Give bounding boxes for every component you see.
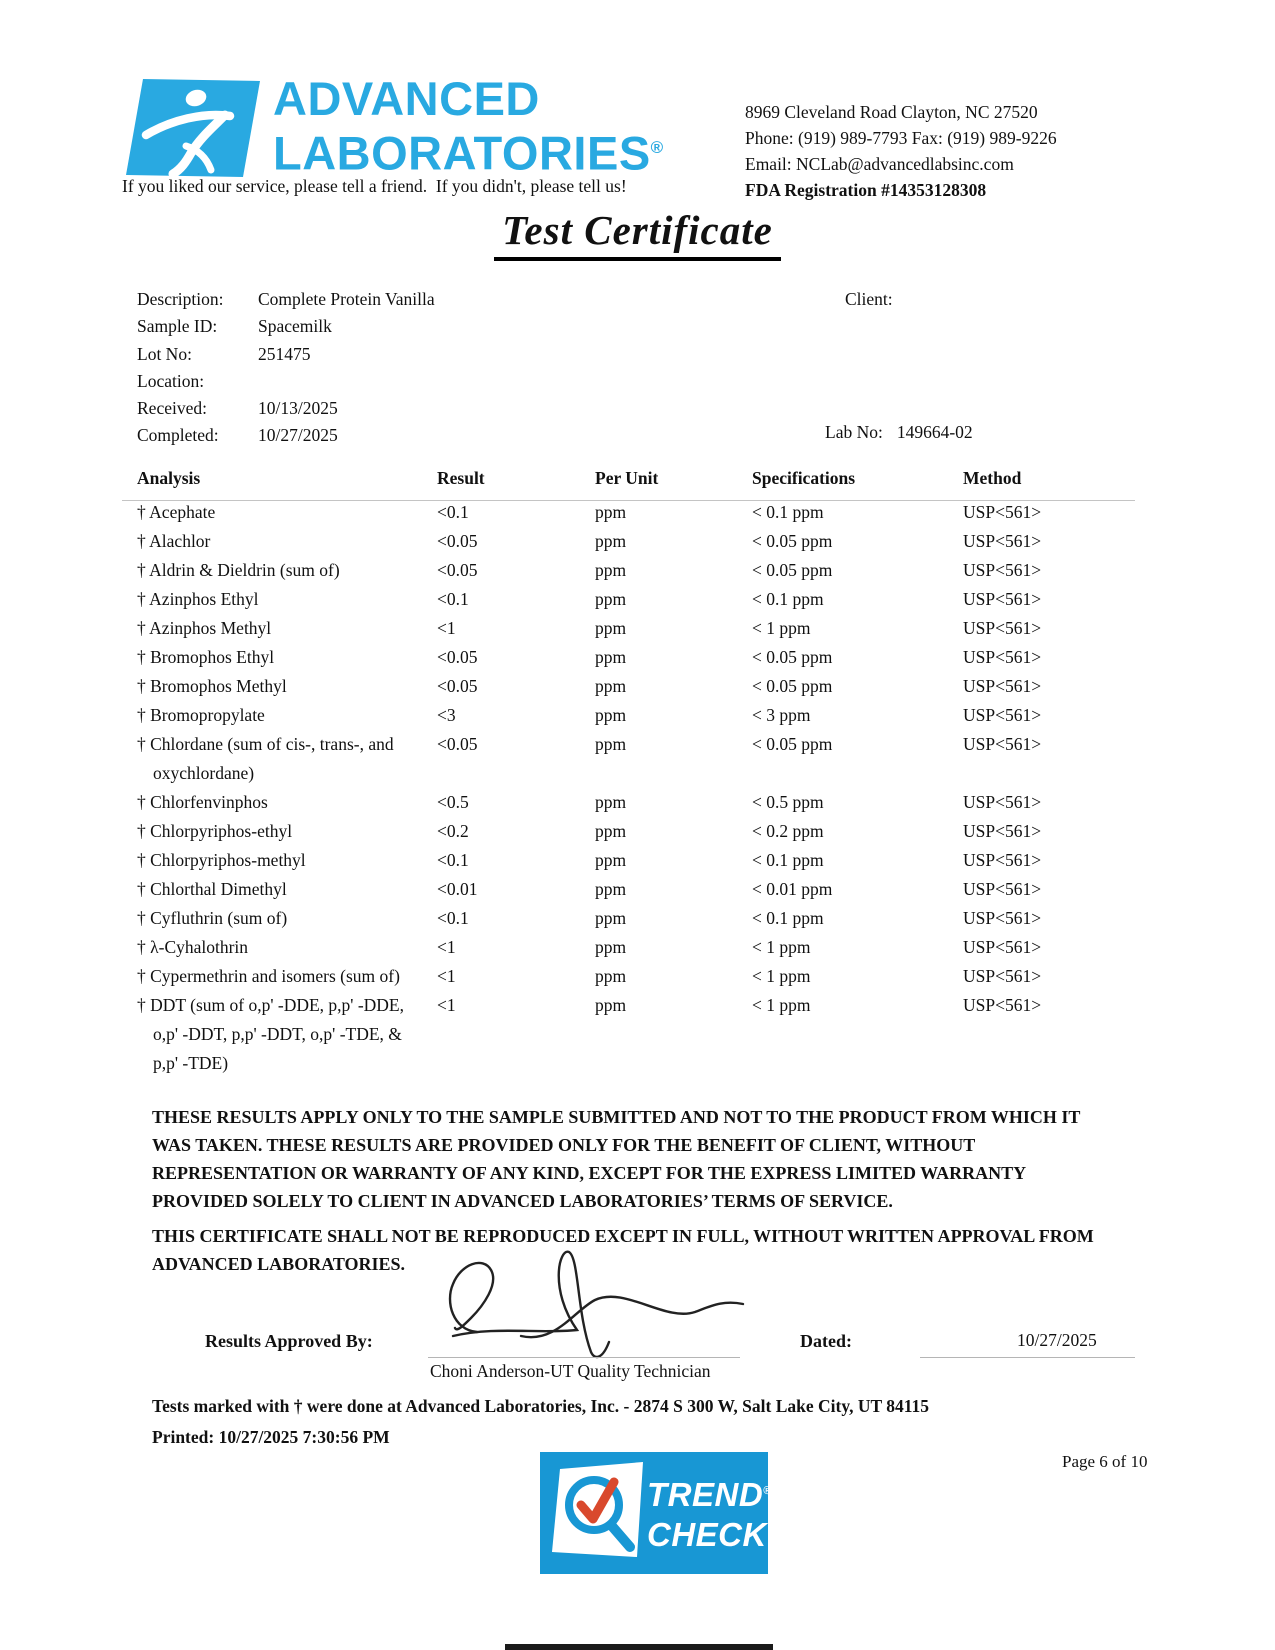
- cell-method: USP<561>: [963, 908, 1042, 928]
- table-row: [137, 527, 1242, 556]
- table-row: [137, 817, 1242, 846]
- cell-analysis: † Bromophos Ethyl: [137, 647, 275, 667]
- sample-info-row: [137, 368, 435, 395]
- cell-analysis: † λ-Cyhalothrin: [137, 937, 249, 957]
- client-label: Client:: [845, 289, 893, 309]
- brand-wordmark: [273, 74, 663, 178]
- page-title: Test Certificate: [494, 206, 781, 261]
- cell-result: <0.1: [437, 850, 469, 870]
- cell-specification: < 0.1 ppm: [752, 850, 824, 870]
- sample-info-block: [137, 286, 435, 450]
- lab-contact-block: [745, 99, 1057, 203]
- table-row: [137, 672, 1242, 701]
- cell-specification: < 0.05 ppm: [752, 647, 833, 667]
- registered-trademark: ®: [650, 138, 664, 157]
- date-line: [920, 1357, 1135, 1358]
- table-row: [137, 643, 1242, 672]
- cell-result: <0.01: [437, 879, 478, 899]
- cell-per-unit: ppm: [595, 647, 627, 667]
- table-row: [137, 875, 1242, 904]
- sample-info-label: Received:: [137, 398, 207, 419]
- cell-method: USP<561>: [963, 531, 1042, 551]
- cell-specification: < 1 ppm: [752, 618, 811, 638]
- cell-per-unit: ppm: [595, 821, 627, 841]
- trend-word: [647, 1471, 772, 1515]
- advanced-labs-logo-icon: [126, 78, 261, 178]
- cell-result: <0.1: [437, 502, 469, 522]
- cell-analysis: † Aldrin & Dieldrin (sum of): [137, 560, 340, 580]
- cell-per-unit: ppm: [595, 705, 627, 725]
- cell-per-unit: ppm: [595, 502, 627, 522]
- cell-specification: < 1 ppm: [752, 995, 811, 1015]
- fda-registration: FDA Registration #14353128308: [745, 180, 987, 200]
- cell-analysis: † Chlorthal Dimethyl: [137, 879, 287, 899]
- sample-info-value: Spacemilk: [258, 316, 332, 337]
- cell-method: USP<561>: [963, 821, 1042, 841]
- table-row: [137, 933, 1242, 962]
- col-header-analysis: Analysis: [137, 468, 201, 488]
- cell-per-unit: ppm: [595, 618, 627, 638]
- table-row: [137, 991, 1242, 1078]
- cell-specification: < 1 ppm: [752, 937, 811, 957]
- cell-result: <1: [437, 618, 456, 638]
- check-word: CHECK: [647, 1516, 767, 1553]
- dated-value: 10/27/2025: [1017, 1330, 1097, 1350]
- col-header-method: Method: [963, 468, 1022, 488]
- signature-icon: [425, 1240, 760, 1365]
- cell-specification: < 0.01 ppm: [752, 879, 833, 899]
- cell-analysis: † Azinphos Methyl: [137, 618, 272, 638]
- cell-method: USP<561>: [963, 618, 1042, 638]
- cell-method: USP<561>: [963, 734, 1042, 754]
- trend-check-logo: [540, 1452, 772, 1574]
- cell-result: <0.05: [437, 647, 478, 667]
- cell-method: USP<561>: [963, 589, 1042, 609]
- cell-analysis: † Alachlor: [137, 531, 211, 551]
- dated-label: Dated:: [800, 1331, 852, 1351]
- cell-result: <1: [437, 966, 456, 986]
- printed-timestamp: Printed: 10/27/2025 7:30:56 PM: [152, 1427, 390, 1447]
- cell-result: <0.5: [437, 792, 469, 812]
- sample-info-row: [137, 341, 435, 368]
- table-row: [137, 614, 1242, 643]
- cell-method: USP<561>: [963, 792, 1042, 812]
- disclaimer-paragraph-1: THESE RESULTS APPLY ONLY TO THE SAMPLE SUBMITTED AND NOT TO THE PRODUCT FROM WHICH IT WAS TAKEN. THESE RESULTS ARE PROVIDED ONLY FOR THE BENEFIT OF CLIENT, WITHOUT REPRESENTATION OR WARRANTY OF ANY KIND, EXCEPT FOR THE EXPRESS LIMITED WARRANTY PROVIDED SOLELY TO CLIENT IN ADVANCED LABORATORIES’ TERMS OF SERVICE.: [152, 1107, 1081, 1211]
- cell-per-unit: ppm: [595, 995, 627, 1015]
- sample-info-label: Lot No:: [137, 343, 192, 364]
- cell-per-unit: ppm: [595, 734, 627, 754]
- cell-method: USP<561>: [963, 966, 1042, 986]
- cell-per-unit: ppm: [595, 531, 627, 551]
- cell-analysis: † Chlordane (sum of cis-, trans-, and oxychlordane): [137, 734, 394, 783]
- cell-analysis: † DDT (sum of o,p' -DDE, p,p' -DDE, o,p' -DDT, p,p' -DDT, o,p' -TDE, & p,p' -TDE): [137, 995, 404, 1073]
- lab-no-label: Lab No:: [825, 422, 883, 442]
- cell-result: <0.05: [437, 734, 478, 754]
- brand-line-1: ADVANCED: [273, 72, 540, 125]
- cell-specification: < 0.1 ppm: [752, 908, 824, 928]
- cell-analysis: † Azinphos Ethyl: [137, 589, 259, 609]
- cell-analysis: † Bromophos Methyl: [137, 676, 287, 696]
- cell-analysis: † Cypermethrin and isomers (sum of): [137, 966, 400, 986]
- brand-line-2: [273, 123, 663, 178]
- cell-specification: < 0.05 ppm: [752, 676, 833, 696]
- signer-name: Choni Anderson-UT Quality Technician: [430, 1361, 711, 1381]
- sample-info-row: [137, 313, 435, 340]
- cell-per-unit: ppm: [595, 966, 627, 986]
- cell-method: USP<561>: [963, 502, 1042, 522]
- table-row: [137, 701, 1242, 730]
- cell-analysis: † Chlorpyriphos-ethyl: [137, 821, 293, 841]
- results-table-body: [137, 498, 1242, 1078]
- cell-specification: < 0.05 ppm: [752, 531, 833, 551]
- table-row: [137, 904, 1242, 933]
- cell-analysis: † Chlorfenvinphos: [137, 792, 268, 812]
- table-row: [137, 585, 1242, 614]
- table-row: [137, 846, 1242, 875]
- table-row: [137, 498, 1242, 527]
- col-header-specifications: Specifications: [752, 468, 856, 488]
- cell-analysis: † Chlorpyriphos-methyl: [137, 850, 306, 870]
- disclaimer-paragraph-2: THIS CERTIFICATE SHALL NOT BE REPRODUCED EXCEPT IN FULL, WITHOUT WRITTEN APPROVAL FROM ADVANCED LABORATORIES.: [152, 1226, 1094, 1274]
- cell-method: USP<561>: [963, 676, 1042, 696]
- cell-specification: < 1 ppm: [752, 966, 811, 986]
- cell-per-unit: ppm: [595, 676, 627, 696]
- dagger-footnote: Tests marked with † were done at Advanced Laboratories, Inc. - 2874 S 300 W, Salt Lake City, UT 84115: [152, 1396, 930, 1416]
- cell-result: <0.05: [437, 560, 478, 580]
- cell-method: USP<561>: [963, 879, 1042, 899]
- cell-specification: < 0.1 ppm: [752, 589, 824, 609]
- sample-info-row: [137, 286, 435, 313]
- cell-result: <0.1: [437, 908, 469, 928]
- table-row: [137, 788, 1242, 817]
- col-header-per-unit: Per Unit: [595, 468, 659, 488]
- cell-method: USP<561>: [963, 560, 1042, 580]
- sample-info-row: [137, 422, 435, 449]
- cell-method: USP<561>: [963, 850, 1042, 870]
- trend-word-text: TREND: [647, 1476, 764, 1513]
- scan-artifact-bar: [505, 1644, 773, 1650]
- cell-per-unit: ppm: [595, 937, 627, 957]
- sample-info-value: 10/13/2025: [258, 398, 338, 419]
- sample-info-label: Completed:: [137, 425, 219, 446]
- cell-method: USP<561>: [963, 995, 1042, 1015]
- cell-method: USP<561>: [963, 647, 1042, 667]
- sample-info-value: 10/27/2025: [258, 425, 338, 446]
- cell-analysis: † Acephate: [137, 502, 216, 522]
- cell-specification: < 3 ppm: [752, 705, 811, 725]
- cell-analysis: † Bromopropylate: [137, 705, 265, 725]
- cell-method: USP<561>: [963, 937, 1042, 957]
- sample-info-value: Complete Protein Vanilla: [258, 289, 435, 309]
- cell-method: USP<561>: [963, 705, 1042, 725]
- signature-line: [428, 1357, 740, 1358]
- cell-specification: < 0.05 ppm: [752, 560, 833, 580]
- col-header-result: Result: [437, 468, 485, 488]
- cell-per-unit: ppm: [595, 589, 627, 609]
- cell-per-unit: ppm: [595, 850, 627, 870]
- table-row: [137, 962, 1242, 991]
- cell-per-unit: ppm: [595, 908, 627, 928]
- trend-registered-mark: ®: [763, 1485, 772, 1497]
- lab-address: 8969 Cleveland Road Clayton, NC 27520: [745, 102, 1038, 122]
- sample-info-label: Description:: [137, 289, 224, 309]
- results-table-header: [137, 464, 1138, 493]
- title-row: [0, 206, 1275, 261]
- cell-per-unit: ppm: [595, 560, 627, 580]
- lab-no-row: [825, 422, 973, 443]
- lab-no-value: 149664-02: [896, 422, 973, 442]
- cell-result: <0.2: [437, 821, 469, 841]
- sample-info-label: Sample ID:: [137, 316, 218, 337]
- cell-per-unit: ppm: [595, 792, 627, 812]
- cell-analysis: † Cyfluthrin (sum of): [137, 908, 288, 928]
- results-approved-by-label: Results Approved By:: [205, 1331, 373, 1351]
- page-number: Page 6 of 10: [1062, 1452, 1148, 1471]
- sample-info-label: Location:: [137, 370, 205, 391]
- trend-check-wordmark: [647, 1471, 772, 1555]
- cell-per-unit: ppm: [595, 879, 627, 899]
- cell-result: <3: [437, 705, 456, 725]
- sample-info-value: 251475: [258, 343, 311, 364]
- cell-result: <0.05: [437, 676, 478, 696]
- table-row: [137, 556, 1242, 585]
- cell-specification: < 0.05 ppm: [752, 734, 833, 754]
- lab-email: Email: NCLab@advancedlabsinc.com: [745, 154, 1014, 174]
- cell-result: <1: [437, 937, 456, 957]
- sample-info-row: [137, 395, 435, 422]
- cell-specification: < 0.2 ppm: [752, 821, 824, 841]
- cell-result: <1: [437, 995, 456, 1015]
- cell-result: <0.05: [437, 531, 478, 551]
- service-tagline: If you liked our service, please tell a friend. If you didn't, please tell us!: [122, 176, 627, 196]
- lab-phone-fax: Phone: (919) 989-7793 Fax: (919) 989-9226: [745, 128, 1057, 148]
- brand-line-2-text: LABORATORIES: [273, 126, 651, 180]
- cell-specification: < 0.5 ppm: [752, 792, 824, 812]
- cell-specification: < 0.1 ppm: [752, 502, 824, 522]
- cell-result: <0.1: [437, 589, 469, 609]
- table-row: [137, 730, 1242, 788]
